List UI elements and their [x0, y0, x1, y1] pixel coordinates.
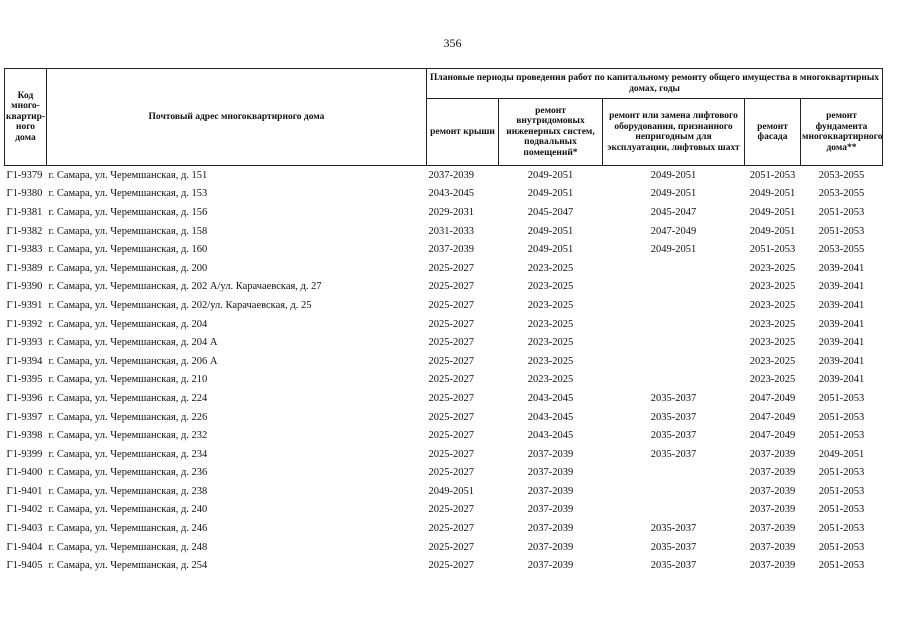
cell-systems: 2037-2039	[527, 523, 574, 535]
table-row	[5, 333, 883, 352]
cell-address: г. Самара, ул. Черемшанская, д. 238	[48, 485, 208, 497]
table-row	[5, 240, 883, 259]
cell-facade: 2023-2025	[749, 262, 796, 274]
table-header	[5, 69, 883, 166]
table-row	[5, 185, 883, 204]
page-number: 356	[443, 36, 462, 50]
cell-code: Г1-9404	[6, 541, 43, 553]
cell-systems: 2023-2025	[527, 374, 574, 386]
cell-foundation: 2039-2041	[818, 374, 865, 386]
cell-systems: 2043-2045	[527, 392, 574, 404]
cell-code: Г1-9394	[6, 355, 43, 367]
cell-foundation: 2051-2053	[818, 225, 865, 237]
cell-code: Г1-9402	[6, 504, 43, 516]
cell-systems: 2049-2051	[527, 244, 574, 256]
cell-address: г. Самара, ул. Черемшанская, д. 200	[48, 262, 208, 274]
cell-lift	[603, 482, 745, 501]
cell-foundation: 2051-2053	[818, 411, 865, 423]
cell-facade: 2037-2039	[749, 560, 796, 572]
header-facade: ремонт фасада	[745, 99, 801, 166]
cell-facade: 2023-2025	[749, 281, 796, 293]
cell-facade: 2037-2039	[749, 485, 796, 497]
table-row	[5, 445, 883, 464]
cell-foundation: 2051-2053	[818, 541, 865, 553]
cell-lift: 2035-2037	[650, 523, 697, 535]
cell-roof: 2025-2027	[428, 523, 474, 535]
cell-address: г. Самара, ул. Черемшанская, д. 248	[48, 541, 208, 553]
cell-lift: 2035-2037	[650, 411, 697, 423]
cell-systems: 2049-2051	[527, 225, 574, 237]
cell-address: г. Самара, ул. Черемшанская, д. 224	[48, 392, 208, 404]
cell-lift: 2045-2047	[650, 206, 697, 218]
cell-code: Г1-9403	[6, 523, 43, 535]
cell-address: г. Самара, ул. Черемшанская, д. 236	[48, 467, 208, 479]
cell-roof: 2025-2027	[428, 541, 474, 553]
cell-address: г. Самара, ул. Черемшанская, д. 210	[48, 374, 208, 386]
cell-code: Г1-9379	[6, 169, 43, 181]
cell-lift: 2049-2051	[650, 188, 697, 200]
cell-foundation: 2039-2041	[818, 355, 865, 367]
cell-roof: 2029-2031	[428, 206, 474, 218]
cell-lift	[603, 352, 745, 371]
table-row	[5, 501, 883, 520]
table-row	[5, 166, 883, 185]
cell-systems: 2037-2039	[527, 448, 574, 460]
cell-facade: 2047-2049	[749, 392, 796, 404]
table-row	[5, 482, 883, 501]
cell-code: Г1-9401	[6, 485, 43, 497]
cell-address: г. Самара, ул. Черемшанская, д. 232	[48, 430, 208, 442]
cell-facade: 2049-2051	[749, 225, 796, 237]
cell-code: Г1-9390	[6, 281, 43, 293]
cell-foundation: 2053-2055	[818, 188, 865, 200]
cell-systems: 2049-2051	[527, 188, 574, 200]
cell-lift	[603, 464, 745, 483]
cell-facade: 2037-2039	[749, 523, 796, 535]
header-group: Плановые периоды проведения работ по капитальному ремонту общего имущества в многоквартирных домах, годы	[427, 69, 883, 99]
cell-code: Г1-9380	[6, 188, 43, 200]
cell-roof: 2025-2027	[428, 374, 474, 386]
cell-address: г. Самара, ул. Черемшанская, д. 226	[48, 411, 208, 423]
cell-roof: 2037-2039	[428, 169, 474, 181]
cell-lift	[603, 315, 745, 334]
cell-systems: 2023-2025	[527, 299, 574, 311]
cell-foundation: 2051-2053	[818, 485, 865, 497]
cell-foundation: 2053-2055	[818, 244, 865, 256]
cell-code: Г1-9392	[6, 318, 43, 330]
cell-systems: 2037-2039	[527, 541, 574, 553]
cell-systems: 2037-2039	[527, 560, 574, 572]
cell-systems: 2037-2039	[527, 467, 574, 479]
table-row	[5, 538, 883, 557]
cell-facade: 2047-2049	[749, 411, 796, 423]
header-foundation: ремонт фундамента многоквартирного дома**	[801, 99, 883, 166]
cell-address: г. Самара, ул. Черемшанская, д. 160	[48, 244, 208, 256]
cell-address: г. Самара, ул. Черемшанская, д. 156	[48, 206, 208, 218]
cell-facade: 2023-2025	[749, 299, 796, 311]
cell-lift	[603, 296, 745, 315]
cell-lift: 2035-2037	[650, 541, 697, 553]
cell-facade: 2051-2053	[749, 244, 796, 256]
cell-foundation: 2051-2053	[818, 467, 865, 479]
cell-roof: 2025-2027	[428, 392, 474, 404]
cell-address: г. Самара, ул. Черемшанская, д. 254	[48, 560, 208, 572]
table-row	[5, 296, 883, 315]
cell-foundation: 2051-2053	[818, 206, 865, 218]
cell-code: Г1-9391	[6, 299, 43, 311]
table-row	[5, 203, 883, 222]
cell-lift: 2049-2051	[650, 244, 697, 256]
cell-roof: 2025-2027	[428, 448, 474, 460]
cell-roof: 2025-2027	[428, 355, 474, 367]
cell-code: Г1-9393	[6, 337, 43, 349]
cell-systems: 2049-2051	[527, 169, 574, 181]
table-row	[5, 222, 883, 241]
table-row	[5, 278, 883, 297]
repair-schedule-table	[4, 68, 883, 575]
cell-roof: 2025-2027	[428, 430, 474, 442]
cell-address: г. Самара, ул. Черемшанская, д. 204 А	[48, 337, 218, 349]
cell-lift: 2035-2037	[650, 392, 697, 404]
cell-foundation: 2039-2041	[818, 318, 865, 330]
cell-facade: 2051-2053	[749, 169, 796, 181]
header-code: Код много-квартир-ного дома	[5, 69, 47, 166]
cell-roof: 2025-2027	[428, 262, 474, 274]
cell-roof: 2025-2027	[428, 318, 474, 330]
cell-facade: 2023-2025	[749, 337, 796, 349]
cell-foundation: 2053-2055	[818, 169, 865, 181]
cell-systems: 2043-2045	[527, 430, 574, 442]
cell-systems: 2023-2025	[527, 355, 574, 367]
table-body	[5, 166, 883, 576]
cell-systems: 2037-2039	[527, 485, 574, 497]
table-row	[5, 371, 883, 390]
header-roof: ремонт крыши	[427, 99, 499, 166]
cell-address: г. Самара, ул. Черемшанская, д. 202 А/ул. Карачаевская, д. 27	[48, 281, 322, 293]
cell-roof: 2037-2039	[428, 244, 474, 256]
cell-address: г. Самара, ул. Черемшанская, д. 151	[48, 169, 208, 181]
cell-roof: 2025-2027	[428, 467, 474, 479]
cell-address: г. Самара, ул. Черемшанская, д. 206 А	[48, 355, 218, 367]
cell-lift: 2035-2037	[650, 560, 697, 572]
cell-foundation: 2039-2041	[818, 262, 865, 274]
cell-address: г. Самара, ул. Черемшанская, д. 246	[48, 523, 208, 535]
cell-roof: 2025-2027	[428, 560, 474, 572]
cell-foundation: 2039-2041	[818, 337, 865, 349]
cell-code: Г1-9395	[6, 374, 43, 386]
table-row	[5, 408, 883, 427]
cell-foundation: 2051-2053	[818, 392, 865, 404]
header-systems: ремонт внутридомовых инженерных систем, подвальных помещений*	[499, 99, 603, 166]
cell-foundation: 2039-2041	[818, 281, 865, 293]
cell-facade: 2037-2039	[749, 448, 796, 460]
cell-lift	[603, 259, 745, 278]
cell-code: Г1-9382	[6, 225, 43, 237]
cell-facade: 2023-2025	[749, 374, 796, 386]
cell-systems: 2023-2025	[527, 281, 574, 293]
table-row	[5, 259, 883, 278]
cell-facade: 2037-2039	[749, 541, 796, 553]
cell-facade: 2047-2049	[749, 430, 796, 442]
cell-facade: 2037-2039	[749, 467, 796, 479]
cell-roof: 2025-2027	[428, 337, 474, 349]
cell-systems: 2023-2025	[527, 337, 574, 349]
cell-lift	[603, 333, 745, 352]
cell-roof: 2031-2033	[428, 225, 474, 237]
table-row	[5, 315, 883, 334]
cell-lift	[603, 371, 745, 390]
cell-roof: 2025-2027	[428, 281, 474, 293]
cell-foundation: 2051-2053	[818, 523, 865, 535]
cell-address: г. Самара, ул. Черемшанская, д. 202/ул. Карачаевская, д. 25	[48, 299, 312, 311]
cell-foundation: 2051-2053	[818, 560, 865, 572]
cell-roof: 2025-2027	[428, 299, 474, 311]
cell-facade: 2049-2051	[749, 188, 796, 200]
cell-foundation: 2051-2053	[818, 504, 865, 516]
table-row	[5, 519, 883, 538]
header-address: Почтовый адрес многоквартирного дома	[47, 69, 427, 166]
cell-facade: 2049-2051	[749, 206, 796, 218]
cell-facade: 2023-2025	[749, 318, 796, 330]
cell-code: Г1-9398	[6, 430, 43, 442]
cell-facade: 2023-2025	[749, 355, 796, 367]
cell-code: Г1-9397	[6, 411, 43, 423]
table-row	[5, 426, 883, 445]
cell-address: г. Самара, ул. Черемшанская, д. 240	[48, 504, 208, 516]
cell-code: Г1-9396	[6, 392, 43, 404]
table-row	[5, 389, 883, 408]
header-lift: ремонт или замена лифтового оборудования, признанного непригодным для эксплуатации, лифтовых шахт	[603, 99, 745, 166]
cell-lift: 2049-2051	[650, 169, 697, 181]
table-row	[5, 464, 883, 483]
cell-code: Г1-9383	[6, 244, 43, 256]
cell-address: г. Самара, ул. Черемшанская, д. 158	[48, 225, 208, 237]
cell-foundation: 2051-2053	[818, 430, 865, 442]
cell-address: г. Самара, ул. Черемшанская, д. 153	[48, 188, 208, 200]
cell-systems: 2023-2025	[527, 318, 574, 330]
cell-roof: 2049-2051	[428, 485, 474, 497]
cell-foundation: 2039-2041	[818, 299, 865, 311]
cell-roof: 2043-2045	[428, 188, 474, 200]
cell-roof: 2025-2027	[428, 411, 474, 423]
cell-code: Г1-9381	[6, 206, 43, 218]
cell-code: Г1-9399	[6, 448, 43, 460]
cell-lift: 2035-2037	[650, 448, 697, 460]
table-row	[5, 556, 883, 575]
cell-address: г. Самара, ул. Черемшанская, д. 234	[48, 448, 208, 460]
cell-lift: 2035-2037	[650, 430, 697, 442]
cell-lift	[603, 278, 745, 297]
cell-code: Г1-9400	[6, 467, 43, 479]
cell-systems: 2037-2039	[527, 504, 574, 516]
cell-systems: 2023-2025	[527, 262, 574, 274]
cell-code: Г1-9405	[6, 560, 43, 572]
cell-code: Г1-9389	[6, 262, 43, 274]
cell-foundation: 2049-2051	[818, 448, 865, 460]
cell-address: г. Самара, ул. Черемшанская, д. 204	[48, 318, 208, 330]
cell-systems: 2043-2045	[527, 411, 574, 423]
cell-systems: 2045-2047	[527, 206, 574, 218]
cell-facade: 2037-2039	[749, 504, 796, 516]
cell-lift	[603, 501, 745, 520]
table-row	[5, 352, 883, 371]
cell-lift: 2047-2049	[650, 225, 697, 237]
cell-roof: 2025-2027	[428, 504, 474, 516]
